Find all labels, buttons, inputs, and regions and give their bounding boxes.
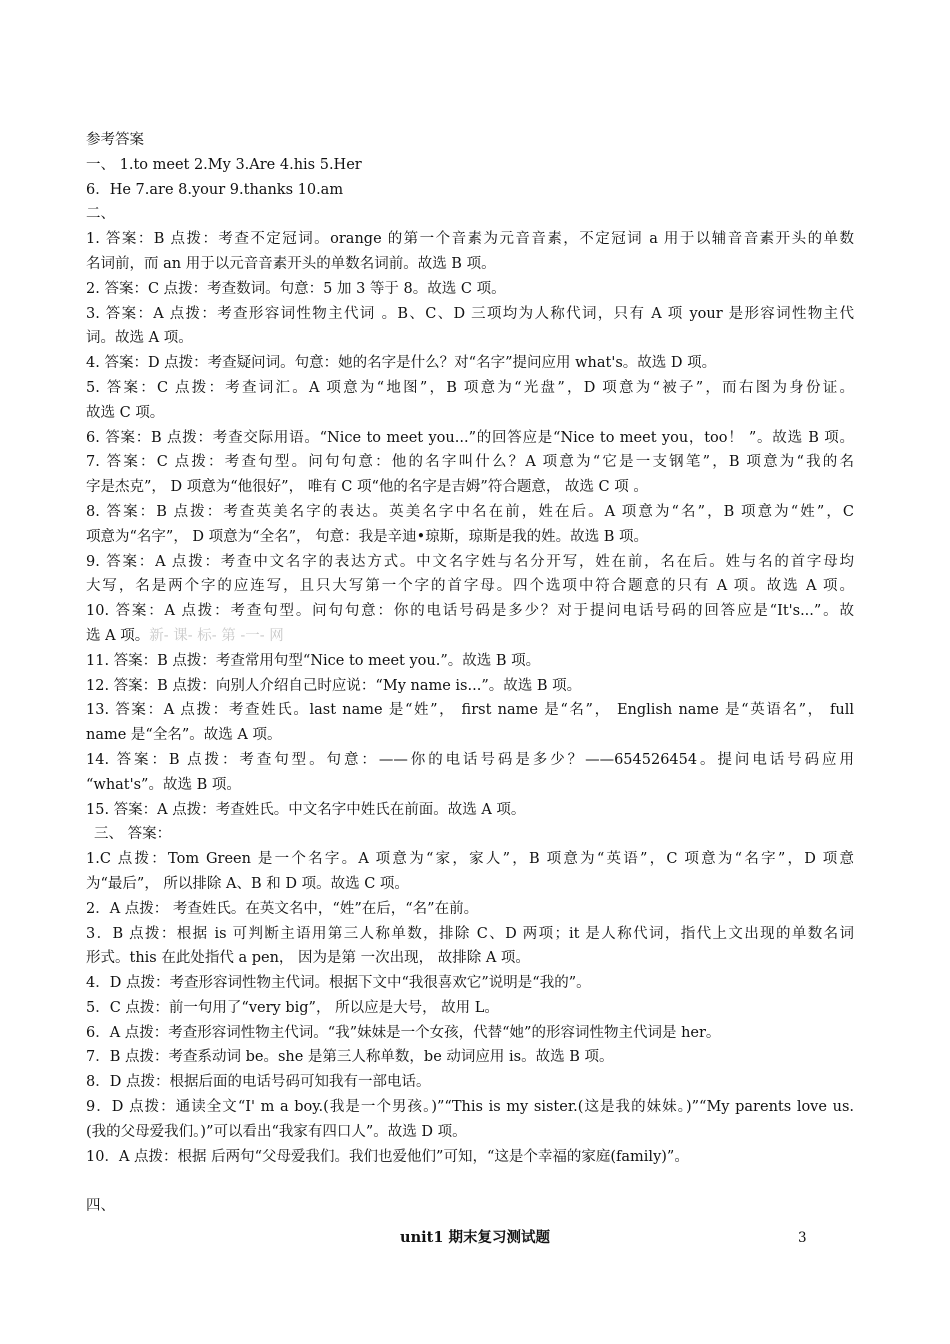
part2-line: 名词前，而 an 用于以元音音素开头的单数名词前。故选 B 项。 — [86, 255, 496, 272]
part2-line: 6. 答案：B 点拨：考查交际用语。“Nice to meet you...”的回答应是“Nice to meet you，too！ ”。故选 B 项。 — [86, 429, 854, 446]
part3-label: 三、 答案： — [94, 826, 172, 843]
footer-title: unit1 期末复习测试题 — [400, 1229, 550, 1246]
part3-line: 9．D 点拨：通读全文“I' m a boy.(我是一个男孩。)”“This is my sister.(这是我的妹妹。)”“My parents love us. — [86, 1099, 854, 1116]
part2-line: 9. 答案：A 点拨：考查中文名字的表达方式。中文名字姓与名分开写，姓在前，名在后。姓与名的首字母均 — [86, 553, 854, 570]
part2-line: 12. 答案：B 点拨：向别人介绍自己时应说：“My name is...”。故选 B 项。 — [86, 677, 582, 694]
part2-line: 4. 答案：D 点拨：考查疑问词。句意：她的名字是什么？对“名字”提问应用 what's。故选 D 项。 — [86, 355, 717, 372]
part3-line: 形式。this 在此处指代 a pen， 因为是第 一次出现， 故排除 A 项。 — [86, 950, 530, 967]
answer-key-heading: 参考答案 — [86, 132, 144, 148]
part3-line: 3．B 点拨：根据 is 可判断主语用第三人称单数，排除 C、D 两项；it 是人称代词，指代上文出现的单数名词 — [86, 925, 854, 942]
part2-line: 1. 答案：B 点拨：考查不定冠词。orange 的第一个音素为元音音素，不定冠词 a 用于以辅音音素开头的单数 — [86, 231, 854, 248]
part2-line: 11. 答案：B 点拨：考查常用句型“Nice to meet you.”。故选 B 项。 — [86, 652, 541, 669]
part2-line: 项意为“名字”， D 项意为“全名”， 句意：我是辛迪•琼斯，琼斯是我的姓。故选 B 项。 — [86, 528, 649, 545]
part1-line-2: 6．He 7.are 8.your 9.thanks 10.am — [86, 181, 344, 198]
part3-line: 8．D 点拨：根据后面的电话号码可知我有一部电话。 — [86, 1074, 431, 1091]
blank-line — [86, 1169, 854, 1194]
part2-line-10-tail: 选 A 项。 — [86, 627, 150, 644]
part2-line: 13. 答案：A 点拨：考查姓氏。last name 是“姓”， first name 是“名”， English name 是“英语名”， full — [86, 702, 854, 719]
part3-line: 为“最后”， 所以排除 A、B 和 D 项。故选 C 项。 — [86, 875, 409, 892]
part3-line: 1.C 点拨：Tom Green 是一个名字。A 项意为“家，家人”，B 项意为“英语”，C 项意为“名字”，D 项意 — [86, 851, 854, 868]
part3-line: (我的父母爱我们。)”可以看出“我家有四口人”。故选 D 项。 — [86, 1123, 467, 1140]
part2-line: 7. 答案：C 点拨：考查句型。问句句意：他的名字叫什么？A 项意为“它是一支钢笔”，B 项意为“我的名 — [86, 454, 854, 471]
part2-line: 大写，名是两个字的应连写，且只大写第一个字的首字母。四个选项中符合题意的只有 A 项。故选 A 项。 — [86, 578, 854, 595]
part1-line-1: 一、 1.to meet 2.My 3.Are 4.his 5.Her — [86, 156, 362, 173]
part2-line: name 是“全名”。故选 A 项。 — [86, 727, 282, 744]
part3-line: 4．D 点拨：考查形容词性物主代词。根据下文中“我很喜欢它”说明是“我的”。 — [86, 975, 591, 992]
part2-label: 二、 — [86, 206, 115, 223]
part3-line: 5．C 点拨：前一句用了“very big”， 所以应是大号， 故用 L。 — [86, 999, 499, 1016]
part3-line: 10．A 点拨：根据 后两句“父母爱我们。我们也爱他们”可知，“这是个幸福的家庭(family)”。 — [86, 1148, 689, 1165]
part2-line-10-continued — [86, 624, 854, 649]
part2-line: 3. 答案：A 点拨：考查形容词性物主代词 。B、C、D 三项均为人称代词，只有 A 项 your 是形容词性物主代 — [86, 305, 854, 322]
part2-line: 10. 答案：A 点拨：考查句型。问句句意：你的电话号码是多少？对于提问电话号码的回答应是“It's...”。故 — [86, 603, 854, 620]
part2-line: 14. 答案：B 点拨：考查句型。句意：——你的电话号码是多少？——654526454。提问电话号码应用 — [86, 751, 854, 768]
part3-line: 7．B 点拨：考查系动词 be。she 是第三人称单数，be 动词应用 is。故选 B 项。 — [86, 1049, 614, 1066]
page-number: 3 — [798, 1230, 807, 1246]
part2-line: 2. 答案：C 点拨：考查数词。句意：5 加 3 等于 8。故选 C 项。 — [86, 280, 506, 297]
part2-line: 词。故选 A 项。 — [86, 330, 193, 347]
answer-key-body — [86, 128, 854, 1219]
part2-line: 5. 答案：C 点拨：考查词汇。A 项意为“地图”，B 项意为“光盘”，D 项意为“被子”，而右图为身份证。 — [86, 379, 854, 396]
part4-label: 四、 — [86, 1198, 115, 1215]
part2-line: “what's”。故选 B 项。 — [86, 776, 241, 793]
part2-line: 15. 答案：A 点拨：考查姓氏。中文名字中姓氏在前面。故选 A 项。 — [86, 801, 526, 818]
part2-line: 8. 答案：B 点拨：考查英美名字的表达。英美名字中名在前，姓在后。A 项意为“名”，B 项意为“姓”，C — [86, 503, 854, 520]
part3-line: 2．A 点拨： 考查姓氏。在英文名中，“姓”在后，“名”在前。 — [86, 900, 479, 917]
part3-line: 6．A 点拨：考查形容词性物主代词。“我”妹妹是一个女孩，代替“她”的形容词性物主代词是 her。 — [86, 1024, 721, 1041]
watermark-text: 新- 课- 标- 第 -一- 网 — [149, 627, 284, 644]
part2-line: 字是杰克”， D 项意为“他很好”， 唯有 C 项“他的名字是吉姆”符合题意， 故选 C 项 。 — [86, 479, 648, 496]
part2-line: 故选 C 项。 — [86, 404, 165, 421]
